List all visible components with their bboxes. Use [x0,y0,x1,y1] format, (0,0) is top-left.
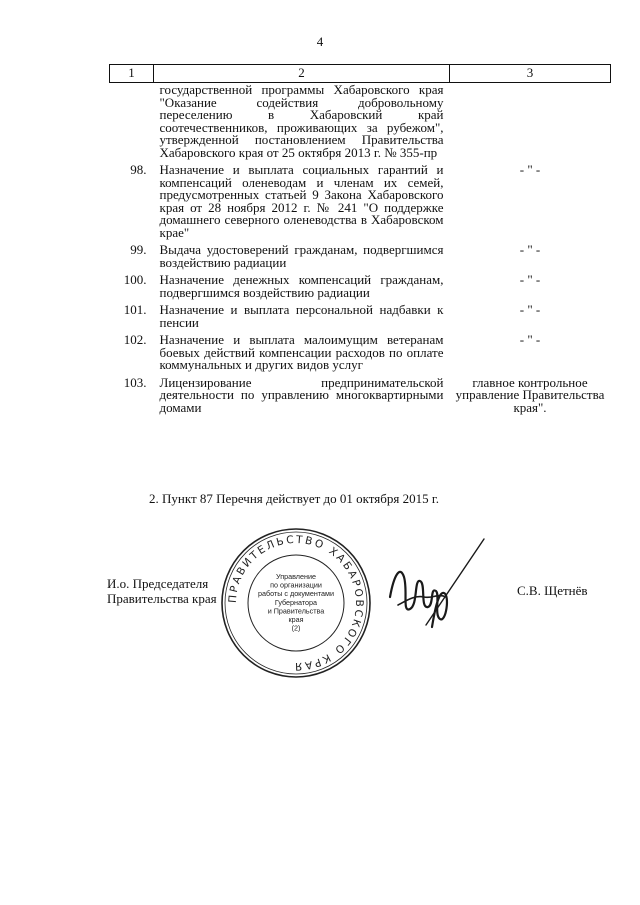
row-number: 98. [130,162,147,177]
table-row-100 [110,269,611,299]
table-row-102 [110,329,611,372]
signatory-title-line-2: Правительства края [107,591,217,606]
svg-text:края: края [288,615,304,624]
row-responsible: - " - [519,272,541,287]
svg-text:работы с документами: работы с документами [258,589,334,599]
column-header-1: 1 [110,65,154,83]
table-header-row [110,65,611,83]
official-seal [220,527,372,679]
column-header-2: 2 [154,65,450,83]
row-number: 100. [123,272,147,287]
table-row-103 [110,372,611,415]
signatory-title [107,576,217,606]
row-number: 99. [130,242,147,257]
document-table [109,64,611,414]
svg-text:Управление: Управление [276,572,316,581]
row-description: государственной программы Хабаровского края "Оказание содействия добровольному переселению в Хабаровский край соотечественников, проживающих за рубежом", утвержденной постановлением Правительства Хабаровского края от 25 октября 2013 г. № 355-пр [159,82,444,160]
table-row-101 [110,299,611,329]
row-responsible: - " - [519,302,541,317]
table-row-99 [110,239,611,269]
row-description: Выдача удостоверений гражданам, подвергшимся воздействию радиации [159,242,444,270]
row-description: Назначение денежных компенсаций гражданам, подвергшимся воздействию радиации [159,272,444,300]
row-number: 101. [123,302,147,317]
handwritten-signature [380,535,488,655]
validity-note: 2. Пункт 87 Перечня действует до 01 октября 2015 г. [149,491,439,506]
row-responsible: - " - [519,162,541,177]
row-responsible: - " - [519,242,541,257]
svg-text:Губернатора: Губернатора [274,597,318,607]
svg-text:и Правительства: и Правительства [267,606,325,616]
page-number: 4 [316,34,324,49]
row-description: Лицензирование предпринимательской деятельности по управлению многоквартирными домами [159,374,444,415]
row-responsible [450,83,611,160]
row-responsible: - " - [519,332,541,347]
row-number: 102. [123,332,147,347]
column-header-3: 3 [450,65,611,83]
row-description: Назначение и выплата социальных гарантий и компенсаций оленеводам и членам их семей, предусмотренных статьей 9 Закона Хабаровского края от 28 ноября 2012 г. № 241 "О поддержке домашнего северного оленеводства в Хабаровском крае" [159,162,444,240]
signatory-title-line-1: И.о. Председателя [107,576,209,591]
row-description: Назначение и выплата малоимущим ветеранам боевых действий компенсации расходов по оплате коммунальных и других видов услуг [159,332,444,372]
row-responsible: главное контрольное управление Правительства края". [455,374,605,415]
svg-text:(2): (2) [291,623,301,633]
table-row-98 [110,159,611,239]
table-row-continuation [110,83,611,160]
svg-text:ПРАВИТЕЛЬСТВО ХАБАРОВСКОГО КРА: ПРАВИТЕЛЬСТВО ХАБАРОВСКОГО КРАЯ [226,533,366,673]
svg-text:по организации: по организации [270,580,322,590]
signatory-name: С.В. Щетнёв [517,583,588,598]
row-number [110,83,154,160]
row-number: 103. [123,374,147,390]
row-description: Назначение и выплата персональной надбавки к пенсии [159,302,444,330]
